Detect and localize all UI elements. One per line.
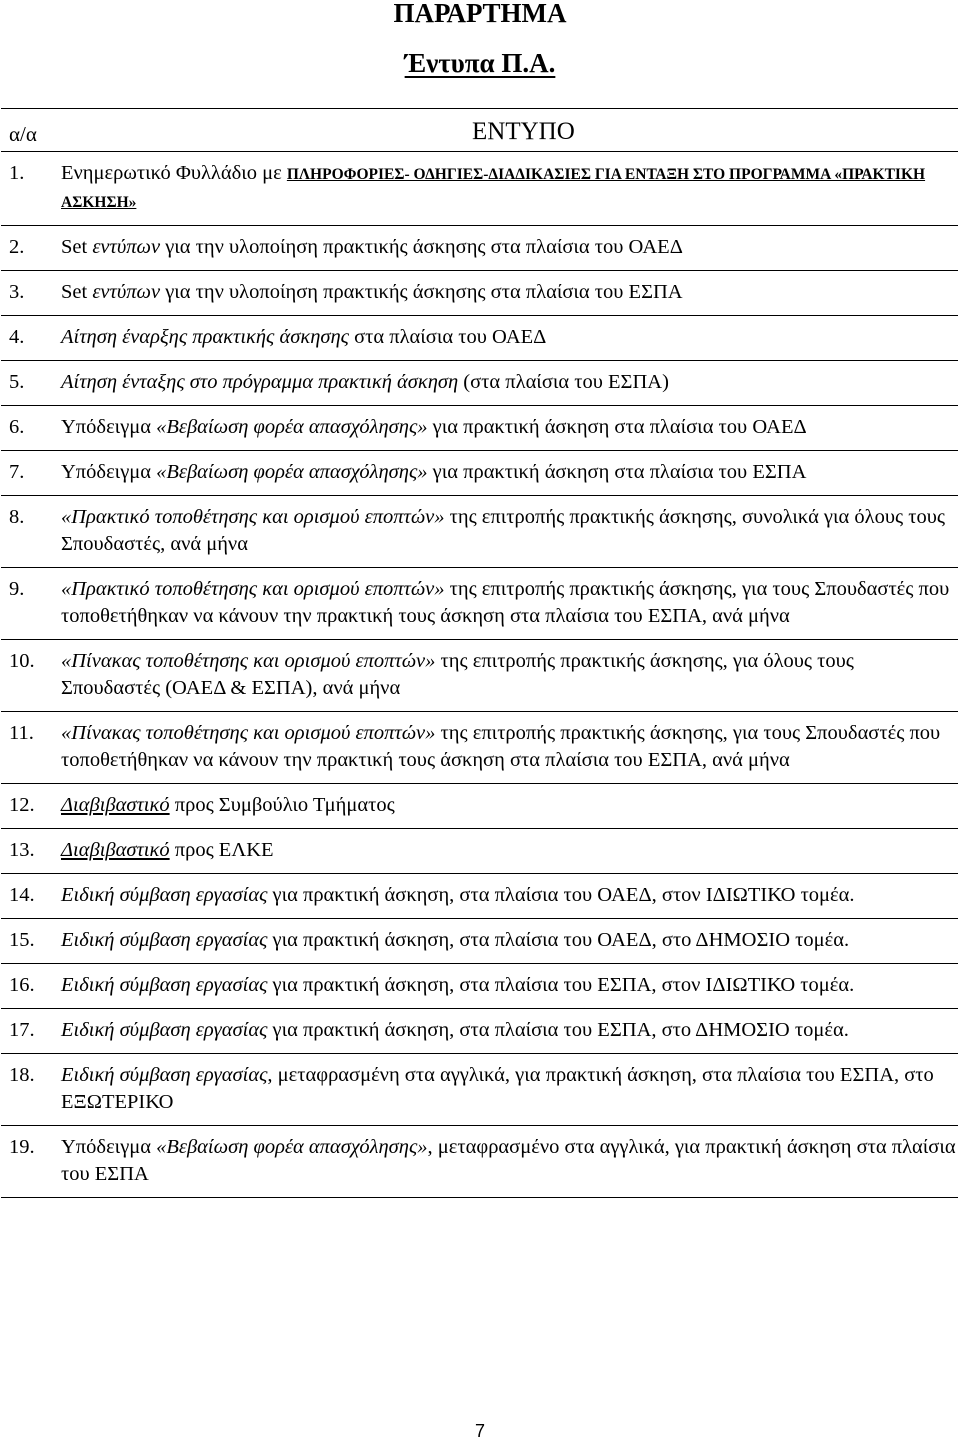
row-text-emphasis: εντύπων xyxy=(92,236,161,258)
row-text xyxy=(61,406,958,451)
row-number: 9. xyxy=(1,568,61,640)
column-header-number: α/α xyxy=(1,109,61,152)
row-text-part: για πρακτική άσκηση, στα πλαίσια του ΟΑΕΔ, στο ΔΗΜΟΣΙΟ τομέα. xyxy=(267,929,850,951)
row-text-part: για πρακτική άσκηση, στα πλαίσια του ΕΣΠΑ, στον ΙΔΙΩΤΙΚΟ τομέα. xyxy=(267,974,855,996)
table-row xyxy=(1,640,958,712)
table-row xyxy=(1,1009,958,1054)
row-text xyxy=(61,496,958,568)
row-text-emphasis: Διαβιβαστικό xyxy=(61,794,170,816)
page-title: ΠΑΡΑΡΤΗΜΑ xyxy=(393,0,567,28)
row-number: 5. xyxy=(1,361,61,406)
row-text-part: Ενημερωτικό Φυλλάδιο με xyxy=(61,162,287,184)
row-number: 19. xyxy=(1,1126,61,1198)
table-row xyxy=(1,784,958,829)
row-text xyxy=(61,712,958,784)
row-text-part: Υπόδειγμα xyxy=(61,461,157,483)
row-text-part: στα πλαίσια του ΟΑΕΔ xyxy=(348,326,547,348)
table-row xyxy=(1,316,958,361)
row-text-part: Set xyxy=(61,236,93,258)
row-number: 1. xyxy=(1,152,61,226)
row-text-part: για πρακτική άσκηση στα πλαίσια του ΟΑΕΔ xyxy=(427,416,807,438)
row-text-emphasis: «Πίνακας τοποθέτησης και ορισμού εποπτών» xyxy=(61,722,436,744)
row-number: 7. xyxy=(1,451,61,496)
row-number: 15. xyxy=(1,919,61,964)
table-row xyxy=(1,829,958,874)
row-number: 12. xyxy=(1,784,61,829)
row-text-emphasis: «Πρακτικό τοποθέτησης και ορισμού εποπτών» xyxy=(61,578,445,600)
table-row xyxy=(1,406,958,451)
row-text-part: για πρακτική άσκηση στα πλαίσια του ΕΣΠΑ xyxy=(427,461,807,483)
row-text xyxy=(61,784,958,829)
row-number: 13. xyxy=(1,829,61,874)
row-text xyxy=(61,874,958,919)
row-text-part: , μεταφρασμένη στα αγγλικά, για πρακτική άσκηση, στα πλαίσια του ΕΣΠΑ, στο ΕΞΩΤΕΡΙΚΟ xyxy=(61,1064,934,1113)
table-row xyxy=(1,1054,958,1126)
table-row xyxy=(1,226,958,271)
row-text xyxy=(61,964,958,1009)
row-number: 2. xyxy=(1,226,61,271)
row-text-part: για την υλοποίηση πρακτικής άσκησης στα πλαίσια του ΟΑΕΔ xyxy=(160,236,683,258)
row-text xyxy=(61,271,958,316)
row-text xyxy=(61,1054,958,1126)
row-text-part: της επιτροπής πρακτικής άσκησης, για τους Σπουδαστές που τοποθετήθηκαν να κάνουν την πρακτική τους άσκηση στα πλαίσια του ΕΣΠΑ, ανά μήνα xyxy=(61,578,950,627)
row-number: 6. xyxy=(1,406,61,451)
row-text-emphasis: Αίτηση ένταξης στο πρόγραμμα πρακτική άσκηση xyxy=(61,371,459,393)
row-text-emphasis: Διαβιβαστικό xyxy=(61,839,170,861)
table-row xyxy=(1,874,958,919)
row-text-emphasis: εντύπων xyxy=(92,281,161,303)
page-subtitle: Έντυπα Π.Α. xyxy=(404,48,556,78)
row-text-emphasis: Ειδική σύμβαση εργασίας xyxy=(61,974,268,996)
row-number: 11. xyxy=(1,712,61,784)
row-text-part: (στα πλαίσια του ΕΣΠΑ) xyxy=(458,371,669,393)
table-header-row xyxy=(1,109,958,152)
table-row xyxy=(1,152,958,226)
row-text-emphasis: «Βεβαίωση φορέα απασχόλησης» xyxy=(156,461,428,483)
table-row xyxy=(1,496,958,568)
row-text-emphasis: «Πίνακας τοποθέτησης και ορισμού εποπτών» xyxy=(61,650,436,672)
row-text-emphasis: «Πρακτικό τοποθέτησης και ορισμού εποπτών» xyxy=(61,506,445,528)
row-text-emphasis: Αίτηση έναρξης πρακτικής άσκησης xyxy=(61,326,349,348)
row-text xyxy=(61,829,958,874)
row-text-emphasis: Ειδική σύμβαση εργασίας xyxy=(61,884,268,906)
table-row xyxy=(1,451,958,496)
row-text xyxy=(61,451,958,496)
row-text xyxy=(61,919,958,964)
row-text-part: για πρακτική άσκηση, στα πλαίσια του ΟΑΕΔ, στον ΙΔΙΩΤΙΚΟ τομέα. xyxy=(267,884,855,906)
row-number: 14. xyxy=(1,874,61,919)
row-text-part: για την υλοποίηση πρακτικής άσκησης στα πλαίσια του ΕΣΠΑ xyxy=(160,281,683,303)
row-number: 4. xyxy=(1,316,61,361)
table-row xyxy=(1,964,958,1009)
column-header-form: ΕΝΤΥΠΟ xyxy=(61,109,958,152)
row-text-part: της επιτροπής πρακτικής άσκησης, συνολικά για όλους τους Σπουδαστές, ανά μήνα xyxy=(61,506,945,555)
row-number: 16. xyxy=(1,964,61,1009)
row-text-part: , μεταφρασμένο στα αγγλικά, για πρακτική άσκηση στα πλαίσια του ΕΣΠΑ xyxy=(61,1136,956,1185)
table-row xyxy=(1,712,958,784)
page-number: 7 xyxy=(474,1421,485,1441)
table-row xyxy=(1,1126,958,1198)
row-text xyxy=(61,226,958,271)
row-text xyxy=(61,1009,958,1054)
row-text-emphasis: Ειδική σύμβαση εργασίας xyxy=(61,929,268,951)
row-text-emphasis: «Βεβαίωση φορέα απασχόλησης» xyxy=(156,416,428,438)
row-number: 17. xyxy=(1,1009,61,1054)
row-text-part: προς Συμβούλιο Τμήματος xyxy=(169,794,395,816)
row-text-part: για πρακτική άσκηση, στα πλαίσια του ΕΣΠΑ, στο ΔΗΜΟΣΙΟ τομέα. xyxy=(267,1019,849,1041)
forms-table xyxy=(1,108,958,1198)
table-row xyxy=(1,568,958,640)
row-text-part: Set xyxy=(61,281,93,303)
table-row xyxy=(1,361,958,406)
row-text-part: Υπόδειγμα xyxy=(61,416,157,438)
row-text xyxy=(61,568,958,640)
table-row xyxy=(1,271,958,316)
row-text-emphasis: ΠΛΗΡΟΦΟΡΙΕΣ- ΟΔΗΓΙΕΣ-ΔΙΑΔΙΚΑΣΙΕΣ ΓΙΑ ΕΝΤΑΞΗ ΣΤΟ ΠΡΟΓΡΑΜΜΑ «ΠΡΑΚΤΙΚΗ ΑΣΚΗΣΗ» xyxy=(61,166,926,211)
row-text-emphasis: Ειδική σύμβαση εργασίας xyxy=(61,1064,268,1086)
row-number: 3. xyxy=(1,271,61,316)
row-text-part: της επιτροπής πρακτικής άσκησης, για τους Σπουδαστές που τοποθετήθηκαν να κάνουν την πρακτική τους άσκηση στα πλαίσια του ΕΣΠΑ, ανά μήνα xyxy=(61,722,941,771)
row-number: 8. xyxy=(1,496,61,568)
row-text xyxy=(61,152,958,226)
row-text-part: προς ΕΛΚΕ xyxy=(169,839,274,861)
row-text-emphasis: «Βεβαίωση φορέα απασχόλησης» xyxy=(156,1136,428,1158)
table-row xyxy=(1,919,958,964)
row-text xyxy=(61,316,958,361)
row-number: 10. xyxy=(1,640,61,712)
row-text xyxy=(61,1126,958,1198)
row-text-emphasis: Ειδική σύμβαση εργασίας xyxy=(61,1019,268,1041)
row-text-part: της επιτροπής πρακτικής άσκησης, για όλους τους Σπουδαστές (ΟΑΕΔ & ΕΣΠΑ), ανά μήνα xyxy=(61,650,854,699)
row-number: 18. xyxy=(1,1054,61,1126)
row-text-part: Υπόδειγμα xyxy=(61,1136,157,1158)
row-text xyxy=(61,361,958,406)
row-text xyxy=(61,640,958,712)
